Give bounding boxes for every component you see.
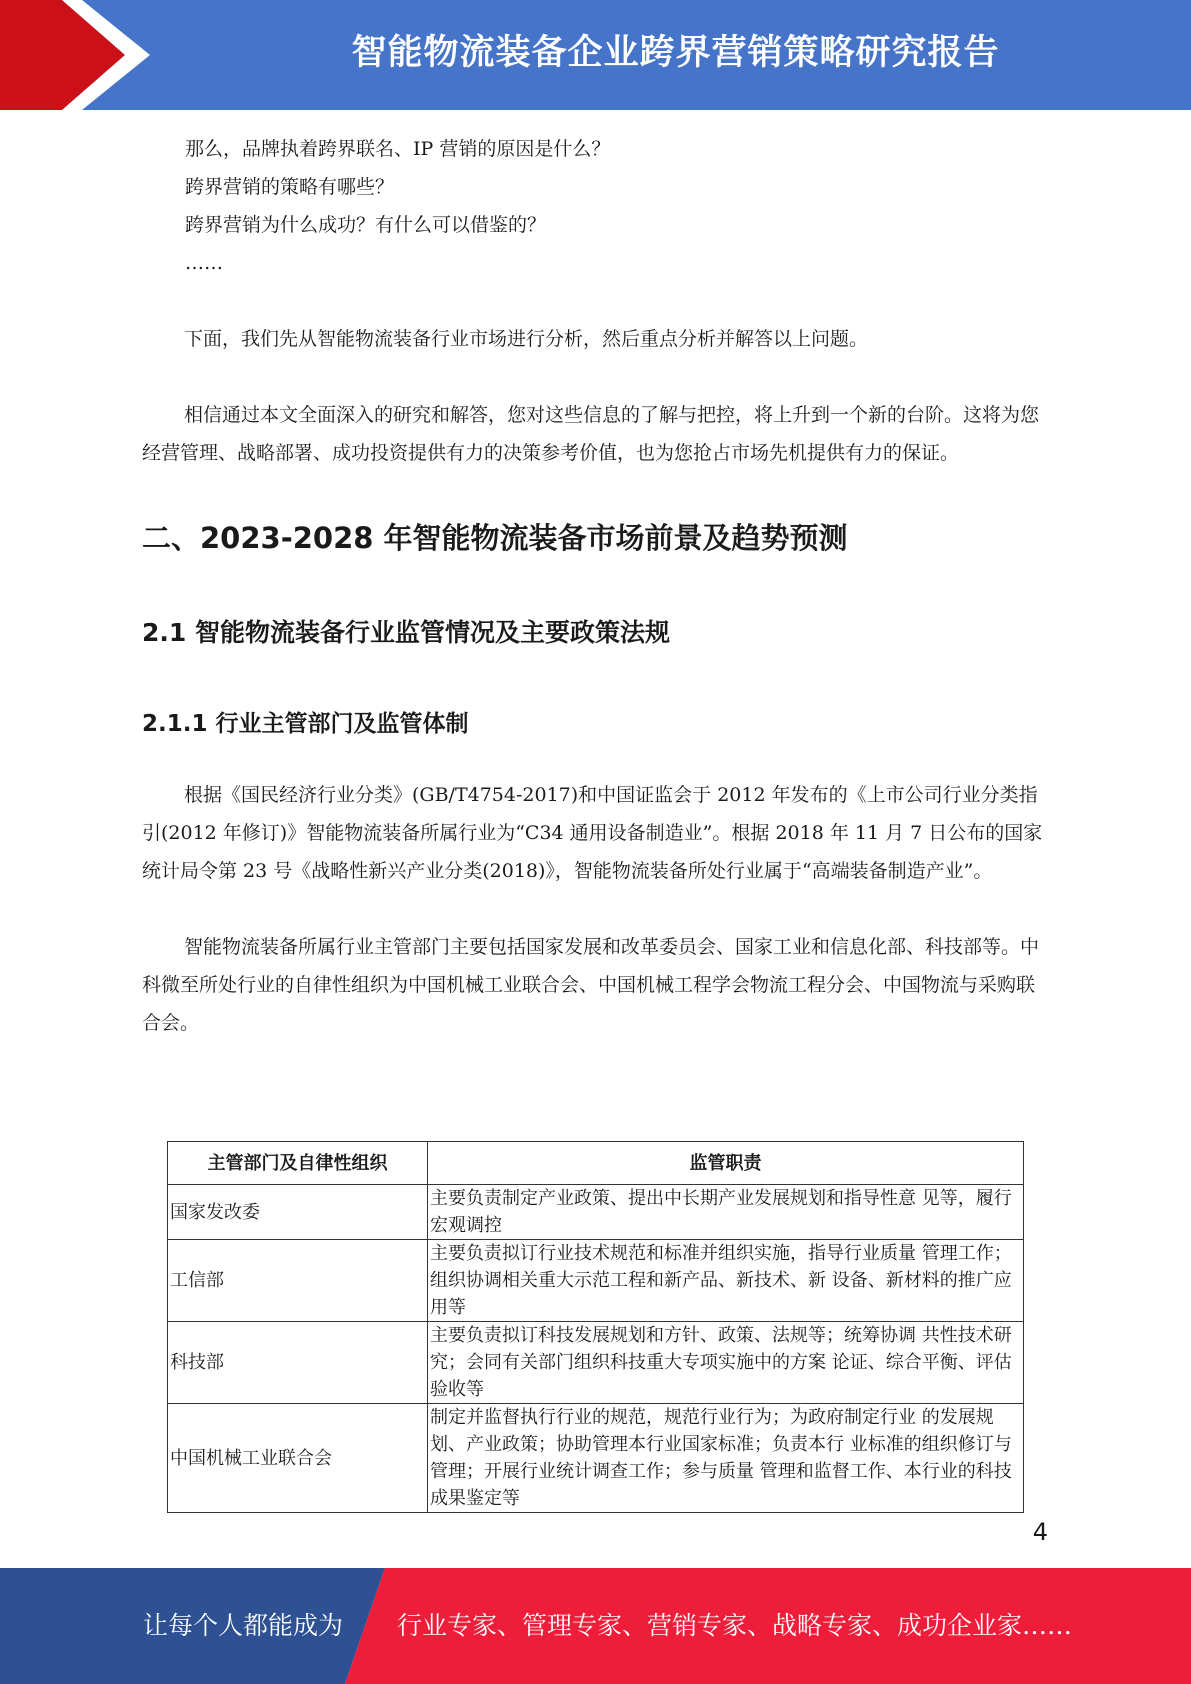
subsubsection-heading: 2.1.1 行业主管部门及监管体制 <box>142 711 469 737</box>
question-item: …… <box>185 252 223 274</box>
intro-paragraph: 相信通过本文全面深入的研究和解答，您对这些信息的了解与把控，将上升到一个新的台阶。这将为您经营管理、战略部署、成功投资提供有力的决策参考价值，也为您抢占市场先机提供有力的保证。 <box>142 404 1040 464</box>
question-item: 跨界营销的策略有哪些？ <box>185 176 395 198</box>
header-chevron-decoration <box>0 0 160 110</box>
document-body <box>142 130 1047 1042</box>
duty-cell: 主要负责制定产业政策、提出中长期产业发展规划和指导性意 见等，履行宏观调控 <box>428 1185 1024 1240</box>
duty-cell: 制定并监督执行行业的规范，规范行业行为；为政府制定行业 的发展规划、产业政策；协助管理本行业国家标准；负责本行 业标准的组织修订与管理；开展行业统计调查工作；参与质量 管理和监督工作、本行业的科技成果鉴定等 <box>428 1404 1024 1513</box>
intro-questions <box>142 130 1047 282</box>
org-cell: 科技部 <box>168 1322 428 1404</box>
page-footer <box>0 1568 1191 1684</box>
intro-paragraph: 下面，我们先从智能物流装备行业市场进行分析，然后重点分析并解答以上问题。 <box>184 328 869 350</box>
regulators-table <box>167 1141 1024 1513</box>
footer-slogan-left: 让每个人都能成为 <box>143 1611 344 1640</box>
duty-cell: 主要负责拟订行业技术规范和标准并组织实施，指导行业质量 管理工作；组织协调相关重大示范工程和新产品、新技术、新 设备、新材料的推广应用等 <box>428 1240 1024 1322</box>
table-header-row <box>168 1142 1024 1185</box>
table-row <box>168 1322 1024 1404</box>
question-item: 跨界营销为什么成功？有什么可以借鉴的？ <box>185 214 547 236</box>
table-header-cell: 监管职责 <box>428 1142 1024 1185</box>
org-cell: 中国机械工业联合会 <box>168 1404 428 1513</box>
duty-cell: 主要负责拟订科技发展规划和方针、政策、法规等；统筹协调 共性技术研究；会同有关部门组织科技重大专项实施中的方案 论证、综合平衡、评估验收等 <box>428 1322 1024 1404</box>
table-row <box>168 1240 1024 1322</box>
body-paragraph: 智能物流装备所属行业主管部门主要包括国家发展和改革委员会、国家工业和信息化部、科技部等。中科微至所处行业的自律性组织为中国机械工业联合会、中国机械工程学会物流工程分会、中国物流与采购联合会。 <box>142 936 1040 1034</box>
report-title: 智能物流装备企业跨界营销策略研究报告 <box>351 33 1000 73</box>
page-header <box>0 0 1191 110</box>
org-cell: 国家发改委 <box>168 1185 428 1240</box>
footer-slogan-right: 行业专家、管理专家、营销专家、战略专家、成功企业家…… <box>397 1611 1073 1640</box>
org-cell: 工信部 <box>168 1240 428 1322</box>
page-number: 4 <box>1032 1518 1048 1546</box>
table-row <box>168 1185 1024 1240</box>
table-row <box>168 1404 1024 1513</box>
section-heading: 二、2023-2028 年智能物流装备市场前景及趋势预测 <box>142 521 848 555</box>
question-item: 那么，品牌执着跨界联名、IP 营销的原因是什么？ <box>185 138 611 160</box>
table-header-cell: 主管部门及自律性组织 <box>168 1142 428 1185</box>
body-paragraph: 根据《国民经济行业分类》(GB/T4754-2017)和中国证监会于 2012 年发布的《上市公司行业分类指引(2012 年修订)》智能物流装备所属行业为“C34 通用设备制造业”。根据 2018 年 11 月 7 日公布的国家统计局令第 23 号《战略性新兴产业分类(2018)》，智能物流装备所处行业属于“高端装备制造产业”。 <box>142 784 1043 882</box>
subsection-heading: 2.1 智能物流装备行业监管情况及主要政策法规 <box>142 618 670 647</box>
